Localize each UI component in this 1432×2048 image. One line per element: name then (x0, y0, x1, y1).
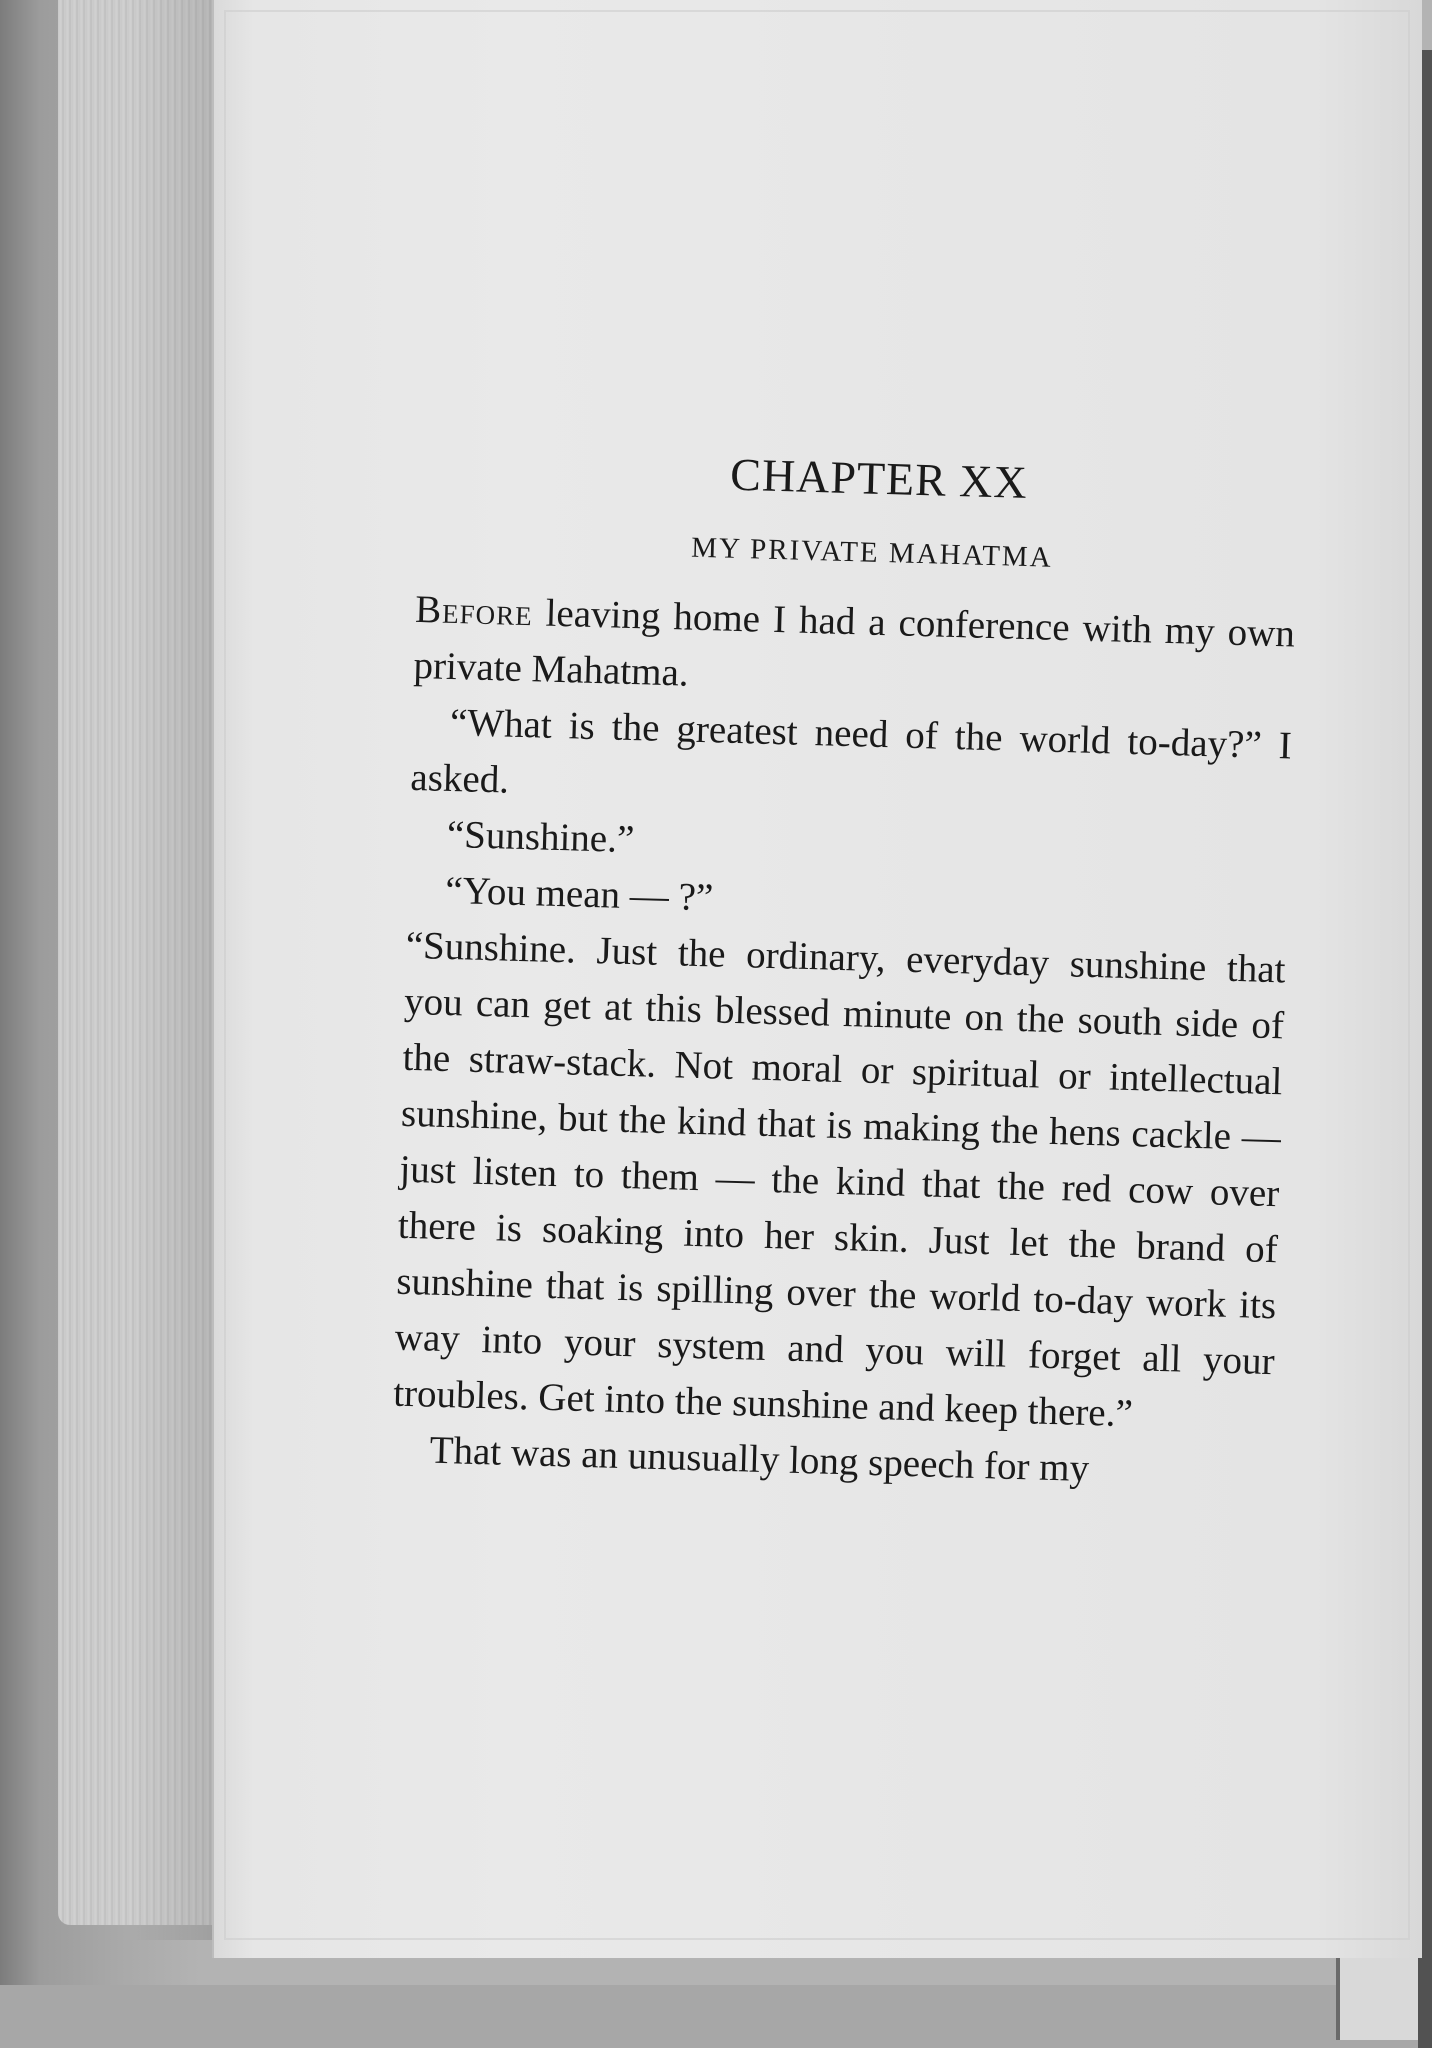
paragraph-2: “What is the greatest need of the world to-day?” I asked. (409, 700, 1293, 802)
paragraph-1-lead: Before (414, 587, 534, 635)
paragraph-1-text: leaving home I had a conference with my own private Mahatma. (413, 591, 1296, 695)
paragraph-3: “Sunshine.” (446, 812, 635, 862)
chapter-subtitle: MY PRIVATE MAHATMA (690, 531, 1054, 574)
paragraph-4: “You mean — ?” (444, 868, 714, 920)
page-gutter-shadow (130, 0, 220, 1940)
page-text (391, 438, 1300, 1502)
chapter-title: CHAPTER XX (729, 448, 1029, 508)
paragraph-5: “Sunshine. Just the ordinary, everyday sunshine that you can get at this blessed minute on the south side of the straw-stack. Not moral or spiritual or intellectual sunshine, but the kind that is making the hens cackle — just listen to them — the kind that the red cow over there is soaking into her skin. Just let the brand of sunshine that is spilling over the world to-day work its way into your system and you will forget all your troubles. Get into the sunshine and keep there.” (392, 923, 1287, 1436)
scan-table-surface (0, 1985, 1432, 2048)
paragraph-6: That was an unusually long speech for my (429, 1428, 1090, 1491)
